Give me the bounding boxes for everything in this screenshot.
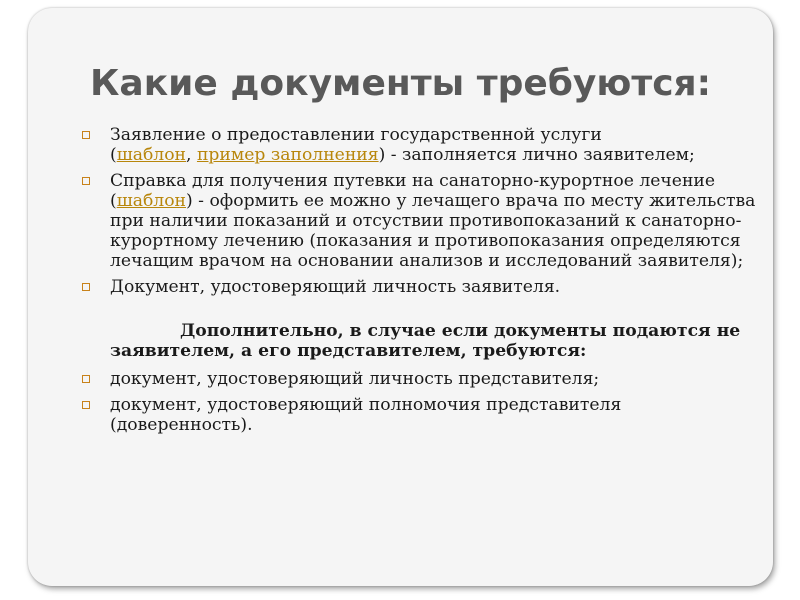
item-text: Справка для получения путевки на санаторно-курортное лечение — [110, 171, 716, 191]
additional-requirements-heading: Дополнительно, в случае если документы подаются не заявителем, а его представителем, требуются: — [110, 321, 741, 361]
item-text: документ, удостоверяющий полномочия представителя (доверенность). — [110, 395, 622, 435]
list-item-application — [78, 125, 763, 165]
hollow-square-bullet-icon — [82, 131, 90, 139]
item-text: документ, удостоверяющий личность представителя; — [110, 369, 600, 389]
list-item-representative-identity — [78, 369, 763, 389]
item-text: Заявление о предоставлении государственной услуги — [110, 125, 602, 145]
paren-open: ( — [110, 145, 117, 165]
template-link[interactable]: шаблон — [116, 191, 187, 211]
list-item-certificate — [78, 171, 763, 271]
separator: , — [186, 145, 197, 165]
list-item-identity — [78, 277, 763, 297]
item-text-rest: ) - заполняется лично заявителем; — [378, 145, 695, 165]
sample-filled-link[interactable]: пример заполнения — [196, 145, 379, 165]
hollow-square-bullet-icon — [82, 401, 90, 409]
paren-open: ( — [110, 191, 117, 211]
list-item-representative-authority — [78, 395, 763, 435]
slide-content — [78, 125, 763, 441]
template-link[interactable]: шаблон — [116, 145, 187, 165]
slide-title: Какие документы требуются: — [90, 63, 712, 104]
hollow-square-bullet-icon — [82, 177, 90, 185]
item-text-rest: ) - оформить ее можно у лечащего врача по месту жительства при наличии показаний и отсуствии противопоказаний к санаторно-курортному лечению (показания и противопоказания определяются лечащим врачом на основании анализов и исследований заявителя); — [110, 191, 756, 271]
hollow-square-bullet-icon — [82, 375, 90, 383]
hollow-square-bullet-icon — [82, 283, 90, 291]
item-text: Документ, удостоверяющий личность заявителя. — [110, 277, 561, 297]
